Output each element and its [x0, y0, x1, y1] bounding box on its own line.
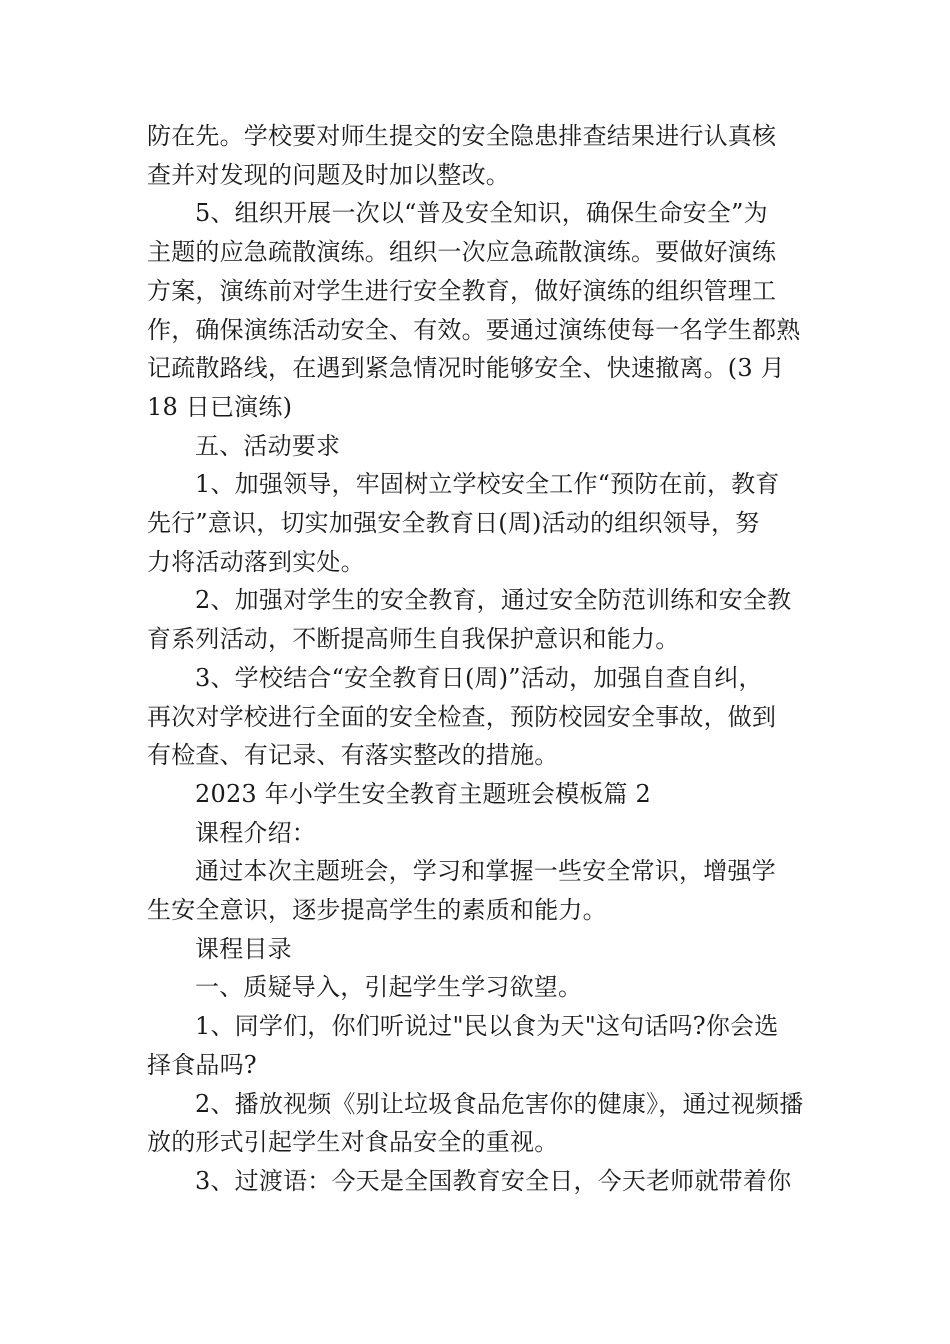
text-line: 通过本次主题班会，学习和掌握一些安全常识，增强学: [195, 857, 776, 886]
text-line: 防在先。学校要对师生提交的安全隐患排查结果进行认真核: [147, 122, 777, 150]
text-line: 2023 年小学生安全教育主题班会模板篇 2: [195, 779, 652, 808]
paragraph: [147, 659, 807, 775]
text-line: 2、播放视频《别让垃圾食品危害你的健康》，通过视频播: [195, 1089, 804, 1118]
document-body: [147, 117, 807, 1201]
paragraph: [147, 775, 807, 814]
text-line: 课程目录: [195, 934, 292, 963]
paragraph: [147, 852, 807, 929]
text-line: 力将活动落到实处。: [147, 547, 365, 576]
paragraph: [147, 1162, 807, 1201]
paragraph: [147, 814, 807, 853]
paragraph: [147, 1085, 807, 1162]
text-line: 再次对学校进行全面的安全检查，预防校园安全事故，做到: [147, 702, 777, 731]
text-line: 3、过渡语：今天是全国教育安全日，今天老师就带着你: [195, 1166, 792, 1195]
text-line: 3、学校结合“安全教育日(周)”活动，加强自查自纠，: [195, 663, 763, 692]
paragraph: [147, 117, 807, 194]
text-line: 先行”意识，切实加强安全教育日(周)活动的组织领导，努: [147, 509, 760, 538]
text-line: 育系列活动，不断提高师生自我保护意识和能力。: [147, 625, 680, 654]
text-line: 查并对发现的问题及时加以整改。: [147, 160, 510, 189]
paragraph: [147, 968, 807, 1007]
text-line: 1、加强领导，牢固树立学校安全工作“预防在前，教育: [195, 470, 780, 499]
text-line: 2、加强对学生的安全教育，通过安全防范训练和安全教: [195, 586, 792, 615]
paragraph: [147, 194, 807, 426]
text-line: 择食品吗?: [147, 1050, 257, 1079]
text-line: 有检查、有记录、有落实整改的措施。: [147, 741, 559, 770]
text-line: 记疏散路线，在遇到紧急情况时能够安全、快速撤离。(3 月: [147, 354, 785, 383]
text-line: 一、质疑导入，引起学生学习欲望。: [195, 973, 583, 1002]
text-line: 1、同学们，你们听说过"民以食为天"这句话吗?你会选: [195, 1012, 779, 1041]
text-line: 主题的应急疏散演练。组织一次应急疏散演练。要做好演练: [147, 238, 777, 267]
paragraph: [147, 930, 807, 969]
text-line: 作，确保演练活动安全、有效。要通过演练使每一名学生都熟: [147, 315, 801, 344]
text-line: 放的形式引起学生对食品安全的重视。: [147, 1128, 559, 1157]
text-line: 课程介绍：: [195, 818, 316, 847]
text-line: 18 日已演练): [147, 392, 293, 421]
paragraph: [147, 1007, 807, 1084]
paragraph: [147, 427, 807, 466]
text-line: 5、组织开展一次以“普及安全知识，确保生命安全”为: [195, 199, 768, 228]
text-line: 生安全意识，逐步提高学生的素质和能力。: [147, 896, 607, 925]
paragraph: [147, 581, 807, 658]
text-line: 五、活动要求: [195, 431, 341, 460]
text-line: 方案，演练前对学生进行安全教育，做好演练的组织管理工: [147, 276, 777, 305]
paragraph: [147, 465, 807, 581]
